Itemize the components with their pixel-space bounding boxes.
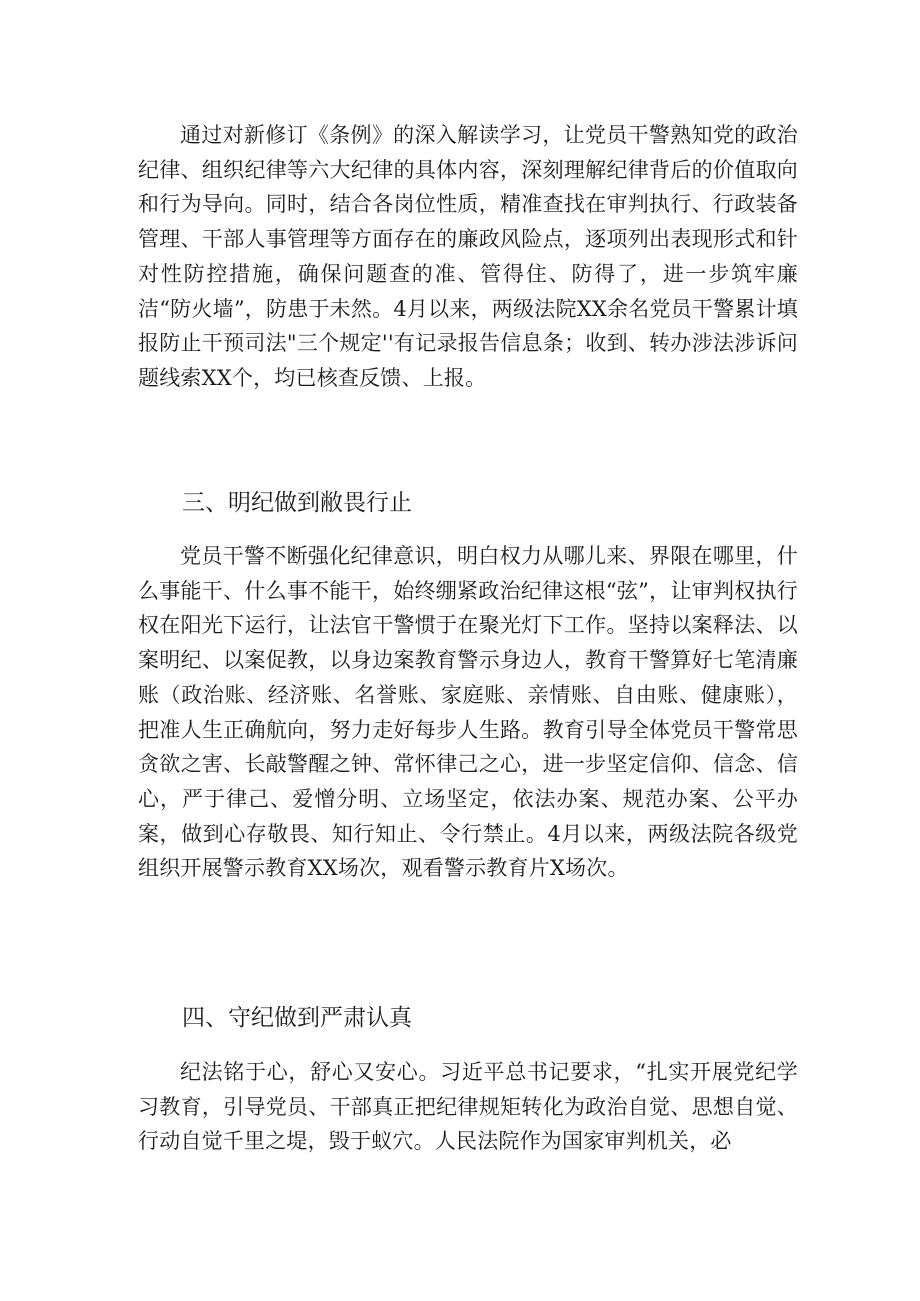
section-heading: 三、明纪做到敝畏行止 [182,490,412,516]
body-paragraph: 通过对新修订《条例》的深入解读学习，让党员干警熟知党的政治纪律、组织纪律等六大纪律的具体内容，深刻理解纪律背后的价值取向和行为导向。同时，结合各岗位性质，精准查找在审判执行、行政装备管理、干部人事管理等方面存在的廉政风险点，逐项列出表现形式和针对性防控措施，确保问题查的准、管得住、防得了，进一步筑牢廉洁“防火墙”，防患于未然。4月以来，两级法院XX余名党员干警累计填报防止干预司法"三个规定''有记录报告信息条；收到、转办涉法涉诉问题线索XX个，均已核查反馈、上报。 [138,123,798,390]
body-paragraph: 纪法铭于心，舒心又安心。习近平总书记要求，“扎实开展党纪学习教育，引导党员、干部真正把纪律规矩转化为政治自觉、思想自觉、行动自觉千里之堤，毁于蚁穴。人民法院作为国家审判机关，必 [138,1060,798,1154]
body-paragraph: 党员干警不断强化纪律意识，明白权力从哪儿来、界限在哪里，什么事能干、什么事不能干，始终绷紧政治纪律这根“弦”，让审判权执行权在阳光下运行，让法官干警惯于在聚光灯下工作。坚持以案释法、以案明纪、以案促教，以身边案教育警示身边人，教育干警算好七笔清廉账（政治账、经济账、名誉账、家庭账、亲情账、自由账、健康账），把准人生正确航向，努力走好每步人生路。教育引导全体党员干警常思贪欲之害、长敲警醒之钟、常怀律己之心，进一步坚定信仰、信念、信心，严于律己、爱憎分明、立场坚定，依法办案、规范办案、公平办案，做到心存敬畏、知行知止、令行禁止。4月以来，两级法院各级党组织开展警示教育XX场次，观看警示教育片X场次。 [138,544,798,881]
section-heading: 四、守纪做到严肃认真 [182,1005,412,1031]
